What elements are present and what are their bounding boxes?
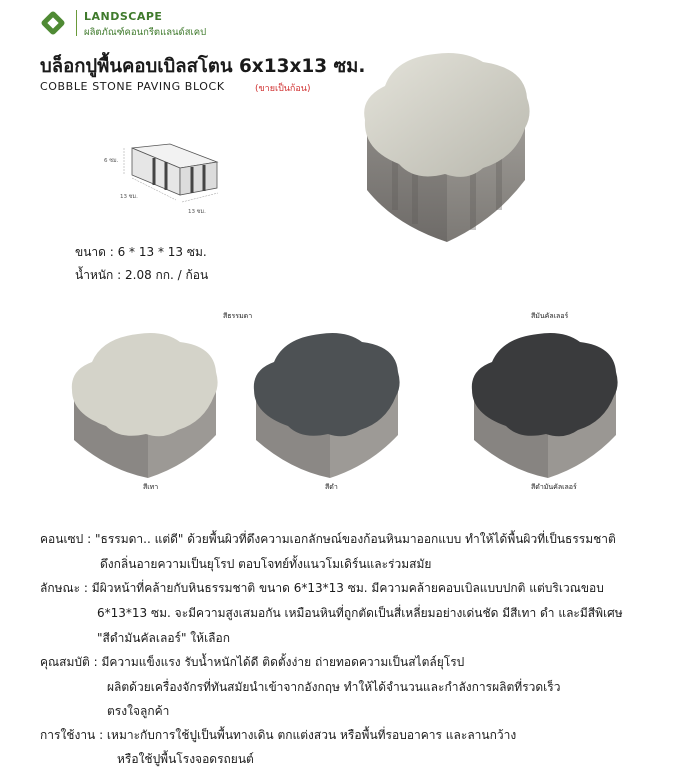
hero-block-image bbox=[355, 50, 535, 245]
brand-tagline: ผลิตภัณฑ์คอนกรีตแลนด์สเคป bbox=[84, 27, 207, 38]
brand-name: LANDSCAPE bbox=[84, 10, 163, 23]
size-spec: ขนาด : 6 * 13 * 13 ซม. bbox=[75, 245, 207, 259]
usage-line-1: การใช้งาน : เหมาะกับการใช้ปูเป็นพื้นทางเดิน ตกแต่งสวน หรือพื้นที่รอบอาคาร และลานกว้าง bbox=[40, 728, 517, 742]
grey-block-swatch bbox=[68, 330, 220, 480]
width-dimension-label: 13 ซม. bbox=[188, 209, 206, 215]
page-title-english: COBBLE STONE PAVING BLOCK bbox=[40, 80, 225, 93]
height-dimension-label: 6 ซม. bbox=[104, 158, 119, 164]
feature-line-1: ลักษณะ : มีผิวหน้าที่คล้ายกับหินธรรมชาติ ขนาด 6*13*13 ซม. มีความคล้ายคอบเบิลแบบปกติ แต่บริเวณขอบ bbox=[40, 581, 604, 595]
landscape-logo bbox=[40, 10, 66, 36]
glossy-black-color-label: สีดำมันคัลเลอร์ bbox=[531, 483, 577, 491]
usage-line-2: หรือใช้ปูพื้นโรงจอดรถยนต์ bbox=[117, 752, 254, 766]
dimension-diagram bbox=[102, 140, 222, 215]
feature-line-2: 6*13*13 ซม. จะมีความสูงเสมอกัน เหมือนหินที่ถูกตัดเป็นสี่เหลี่ยมอย่างเด่นชัด มีสีเทา ดำ และมีสีพิเศษ bbox=[97, 606, 623, 620]
concept-line-1: คอนเซป : "ธรรมดา.. แต่ดี" ด้วยพื้นผิวที่ดึงความเอกลักษณ์ของก้อนหินมาออกแบบ ทำให้ได้พื้นผิวที่เป็นธรรมชาติ bbox=[40, 532, 616, 546]
concept-line-2: ดึงกลิ่นอายความเป็นยุโรป ตอบโจทย์ทั้งแนวโมเดิร์นและร่วมสมัย bbox=[100, 557, 432, 571]
black-color-label: สีดำ bbox=[325, 483, 338, 491]
grey-color-label: สีเทา bbox=[143, 483, 159, 491]
page-title-thai: บล็อกปูพื้นคอบเบิลสโตน 6x13x13 ซม. bbox=[40, 56, 366, 77]
property-line-3: ตรงใจลูกค้า bbox=[107, 704, 170, 718]
glossy-color-heading: สีมันคัลเลอร์ bbox=[531, 312, 569, 320]
weight-spec: น้ำหนัก : 2.08 กก. / ก้อน bbox=[75, 268, 209, 282]
depth-dimension-label: 13 ซม. bbox=[120, 194, 138, 200]
property-line-2: ผลิตด้วยเครื่องจักรที่ทันสมัยนำเข้าจากอังกฤษ ทำให้ได้จำนวนและกำลังการผลิตที่รวดเร็ว bbox=[107, 680, 561, 694]
property-line-1: คุณสมบัติ : มีความแข็งแรง รับน้ำหนักได้ดี ติดตั้งง่าย ถ่ายทอดความเป็นสไตล์ยุโรป bbox=[40, 655, 465, 669]
glossy-black-block-swatch bbox=[468, 330, 620, 480]
logo-divider bbox=[76, 10, 77, 36]
standard-color-heading: สีธรรมดา bbox=[223, 312, 253, 320]
black-block-swatch bbox=[250, 330, 402, 480]
feature-line-3: "สีดำมันคัลเลอร์" ให้เลือก bbox=[97, 631, 231, 645]
sold-per-piece-note: (ขายเป็นก้อน) bbox=[255, 84, 311, 94]
